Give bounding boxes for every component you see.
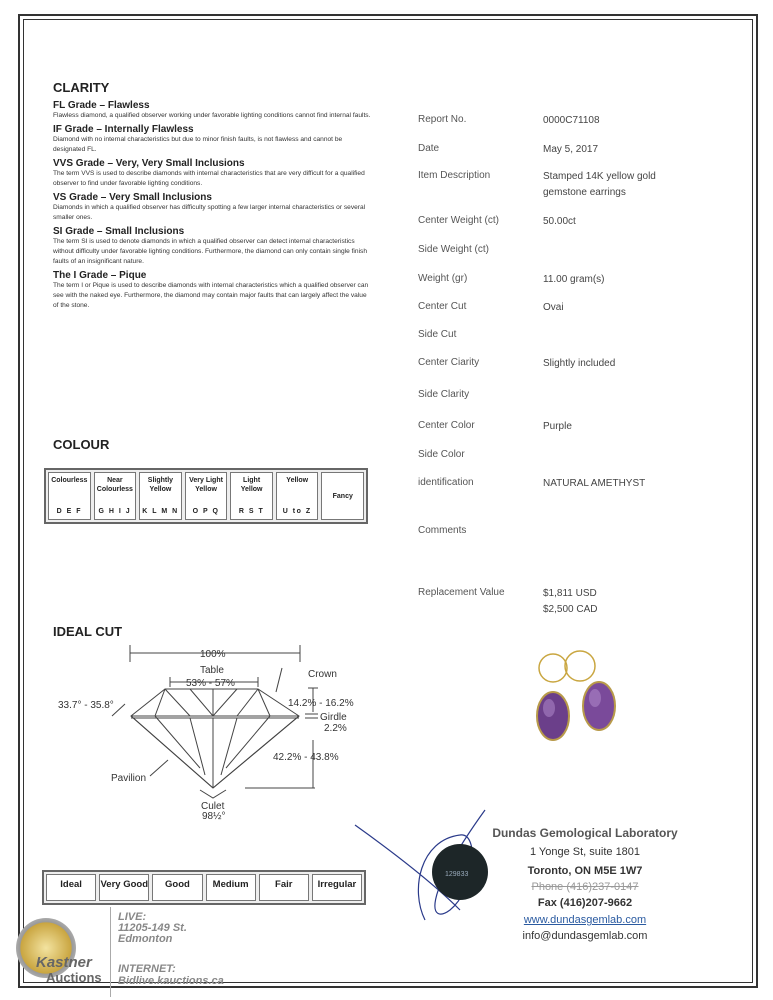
colour-code: R S T xyxy=(238,508,265,515)
cut-grade-cell: Irregular xyxy=(312,874,362,901)
report-label: Comments xyxy=(418,525,467,536)
clarity-grade-text: Diamonds in which a qualified observer has difficulty spotting a few larger internal characteristics or several smaller ones. xyxy=(53,204,366,221)
report-label: identification xyxy=(418,477,474,488)
lab-fax: Fax (416)207-9662 xyxy=(537,897,633,909)
girdle-label: Girdle xyxy=(320,712,347,723)
live-label: LIVE: xyxy=(118,911,147,923)
colour-name: Fancy xyxy=(332,492,353,500)
report-value xyxy=(543,586,597,618)
live-address: 11205-149 St. xyxy=(118,922,187,934)
ideal-cut-title: IDEAL CUT xyxy=(53,624,123,639)
report-label: Center Color xyxy=(418,420,475,431)
colour-code: G H I J xyxy=(98,508,132,515)
table-pct-label: 53% - 57% xyxy=(186,678,235,689)
clarity-grade-heading: VVS Grade – Very, Very Small Inclusions xyxy=(53,158,245,169)
crown-pct-label: 14.2% - 16.2% xyxy=(288,698,354,709)
colour-name: Light Yellow xyxy=(240,477,263,493)
report-value xyxy=(543,272,605,288)
cut-grade-cell: Good xyxy=(152,874,202,901)
colour-code: D E F xyxy=(56,508,82,515)
colour-code: K L M N xyxy=(142,508,179,515)
culet-angle-label: 98½° xyxy=(202,811,226,822)
lab-website-link[interactable]: www.dundasgemlab.com xyxy=(523,914,647,926)
report-value-line: May 5, 2017 xyxy=(543,144,599,155)
clarity-grade-heading: The I Grade – Pique xyxy=(53,270,147,281)
crown-label: Crown xyxy=(308,669,337,680)
report-value xyxy=(543,300,564,316)
report-label: Center Ciarity xyxy=(418,357,480,368)
cut-grade-cell: Fair xyxy=(259,874,309,901)
clarity-grade-text: Flawless diamond, a qualified observer working under favorable lighting conditions cannot find internal faults. xyxy=(53,112,371,119)
clarity-title: CLARITY xyxy=(53,80,110,95)
report-label: Weight (gr) xyxy=(418,273,468,284)
clarity-grade-heading: IF Grade – Internally Flawless xyxy=(53,124,194,135)
lab-address: 1 Yonge St, suite 1801 xyxy=(529,846,641,858)
report-label: Side Weight (ct) xyxy=(418,244,489,255)
report-value-line: 50.00ct xyxy=(543,216,576,227)
report-value-line: Ovai xyxy=(543,302,564,313)
report-value xyxy=(543,356,615,372)
report-value-line: gemstone earrings xyxy=(543,187,626,198)
colour-name: Yellow xyxy=(286,477,309,484)
watermark-live xyxy=(118,912,187,945)
report-value xyxy=(543,142,598,158)
earrings-photo xyxy=(525,648,625,748)
cut-grade-table xyxy=(42,870,366,905)
table-label: Table xyxy=(200,665,224,676)
report-label: Date xyxy=(418,143,440,154)
clarity-grade-text: The term VVS is used to describe diamonds with internal characteristics that are very difficult for a qualified observer to find under favorable lighting conditions. xyxy=(53,170,365,187)
logo-text-bottom: Auctions xyxy=(46,970,102,985)
pavilion-pct-label: 42.2% - 43.8% xyxy=(273,752,339,763)
report-value-line: $2,500 CAD xyxy=(543,604,598,615)
diamond-diagram xyxy=(0,0,380,830)
clarity-grade-text: The term SI is used to denote diamonds in which a qualified observer can detect internal characteristics without difficulty under favorable lighting conditions. Furthermore, the diamond can only contain single finish faults of an insignificant nature. xyxy=(53,238,367,265)
colour-name: Slightly Yellow xyxy=(147,477,174,493)
clarity-grade-text: The term I or Pique is used to describe diamonds with internal characteristics which a qualified observer can see with the naked eye. Furthermore, the diamond may contain major faults that can largely affect the value of the stone. xyxy=(53,282,369,309)
report-label: Item Description xyxy=(418,170,491,181)
lab-city: Toronto, ON M5E 1W7 xyxy=(527,865,643,877)
report-label: Center Cut xyxy=(418,301,467,312)
report-value-line: Stamped 14K yellow gold xyxy=(543,171,656,182)
report-label: Report No. xyxy=(418,114,467,125)
report-value-line: 0000C71108 xyxy=(543,115,600,126)
logo-text-top: Kastner xyxy=(36,954,92,971)
report-value xyxy=(543,169,656,201)
internet-label: INTERNET: xyxy=(118,963,176,975)
clarity-grade-text: Diamond with no internal characteristics but due to minor finish faults, is not flawless and cannot be designated FL. xyxy=(53,136,343,153)
report-value-line: Slightly included xyxy=(543,358,616,369)
report-value xyxy=(543,214,576,230)
clarity-grade-heading: FL Grade – Flawless xyxy=(53,100,150,111)
colour-name: Near Colourless xyxy=(96,477,133,493)
report-label: Center Weight (ct) xyxy=(418,215,499,226)
cut-grade-cell: Medium xyxy=(206,874,256,901)
colour-name: Colourless xyxy=(51,477,88,484)
report-label: Side Clarity xyxy=(418,389,470,400)
report-value-line: $1,811 USD xyxy=(543,588,597,599)
cut-grade-cell: Ideal xyxy=(46,874,96,901)
clarity-grade-heading: VS Grade – Very Small Inclusions xyxy=(53,192,212,203)
cut-grade-cell: Very Good xyxy=(99,874,149,901)
seal-number: 129833 xyxy=(445,871,469,878)
watermark-divider xyxy=(110,907,111,997)
culet-label: Culet xyxy=(201,801,225,812)
report-label: Side Cut xyxy=(418,329,457,340)
kastner-logo xyxy=(6,918,102,988)
live-city: Edmonton xyxy=(118,933,173,945)
colour-code: U to Z xyxy=(282,508,312,515)
report-label: Replacement Value xyxy=(418,587,505,598)
colour-name: Very Light Yellow xyxy=(189,477,223,493)
colour-title: COLOUR xyxy=(53,437,110,452)
angle-label: 33.7° - 35.8° xyxy=(58,700,114,711)
report-value-line: 11.00 gram(s) xyxy=(543,274,605,285)
lab-email: info@dundasgemlab.com xyxy=(522,930,648,942)
internet-url[interactable]: Bidlive.kauctions.ca xyxy=(118,975,224,987)
report-label: Side Color xyxy=(418,449,465,460)
watermark-internet xyxy=(118,963,224,987)
lab-name: Dundas Gemological Laboratory xyxy=(492,826,678,840)
report-value-line: NATURAL AMETHYST xyxy=(543,478,646,489)
report-value xyxy=(543,476,645,492)
colour-code: O P Q xyxy=(192,508,220,515)
report-value xyxy=(543,419,572,435)
width-label: 100% xyxy=(200,649,226,660)
lab-phone: Phone (416)237-0147 xyxy=(531,881,639,893)
girdle-pct-label: 2.2% xyxy=(324,723,347,734)
pavilion-label: Pavilion xyxy=(111,773,147,784)
report-value-line: Purple xyxy=(543,421,572,432)
clarity-grade-heading: SI Grade – Small Inclusions xyxy=(53,226,185,237)
report-value xyxy=(543,113,600,129)
